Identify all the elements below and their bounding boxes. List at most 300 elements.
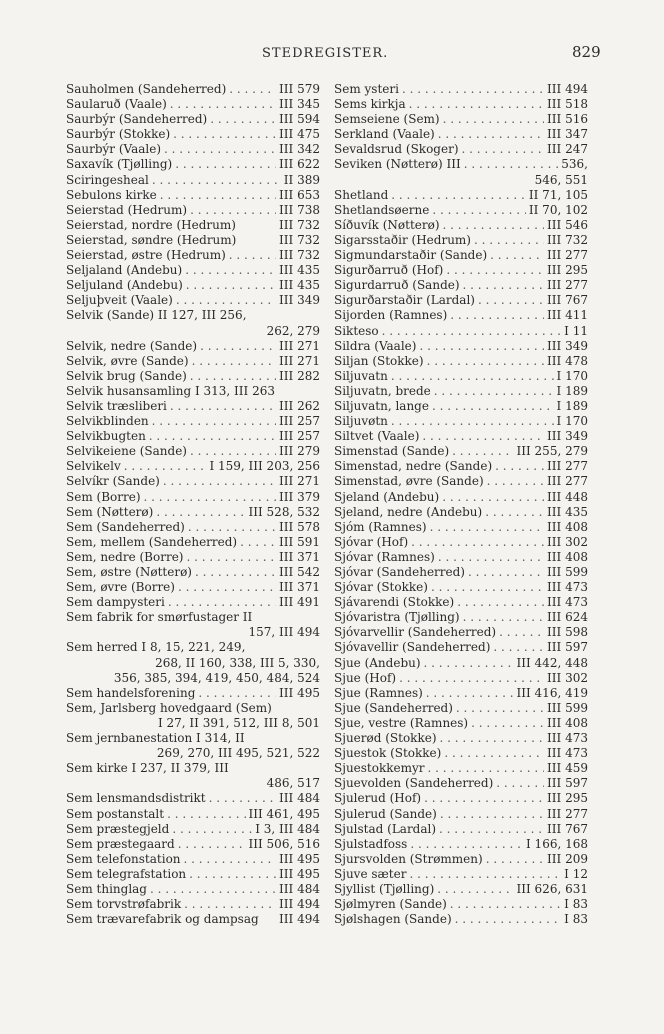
entry-reference: III 255, 279: [516, 444, 588, 459]
entry-reference: III 277: [547, 248, 588, 263]
entry-continuation: 262, 279: [266, 323, 320, 338]
entry-name: Selvíkr (Sande): [66, 474, 160, 489]
entry-reference: III 473: [547, 595, 588, 610]
dot-leader: [499, 625, 544, 640]
dot-leader: [167, 807, 245, 822]
dot-leader: [240, 535, 276, 550]
entry-name: Seljuþveit (Vaale): [66, 293, 173, 308]
entry-reference: I 83: [564, 912, 588, 927]
entry-name: Siljuvatn: [334, 368, 388, 383]
entry-name: Sjue (Hof): [334, 670, 397, 685]
entry-reference: III 411: [547, 308, 588, 323]
dot-leader: [150, 882, 276, 897]
entry-reference: I 159, III 203, 256: [209, 459, 320, 474]
dot-leader: [455, 912, 562, 927]
entry-continuation: 269, 270, III 495, 521, 522: [156, 746, 320, 761]
index-entry: [66, 384, 320, 399]
entry-name: Sebulons kirke: [66, 187, 157, 202]
entry-name: Sem torvstrøfabrik: [66, 897, 182, 912]
entry-name: Saurbýr (Sandeherred): [66, 112, 208, 127]
dot-leader: [195, 565, 276, 580]
index-entry: [334, 912, 588, 927]
entry-reference: III 371: [279, 580, 320, 595]
entry-reference: III 473: [547, 731, 588, 746]
entry-reference: III 767: [547, 293, 588, 308]
entry-reference: III 506, 516: [248, 836, 320, 851]
dot-leader: [156, 505, 245, 520]
entry-reference: III 491: [279, 595, 320, 610]
index-entry: [66, 807, 320, 822]
index-entry: [334, 671, 588, 686]
entry-reference: III 518: [547, 97, 588, 112]
index-entry: [334, 776, 588, 791]
index-entry: [66, 701, 320, 716]
entry-reference: III 475: [279, 127, 320, 142]
dot-leader: [152, 173, 281, 188]
dot-leader: [434, 384, 554, 399]
index-entry: [66, 293, 320, 308]
entry-reference: III 247: [547, 142, 588, 157]
index-entry: [66, 505, 320, 520]
index-entry: [334, 97, 588, 112]
entry-name: Sjuestok (Stokke): [334, 746, 442, 761]
dot-leader: [411, 535, 544, 550]
entry-reference: III 302: [547, 670, 588, 685]
index-entry: [66, 414, 320, 429]
dot-leader: [186, 550, 276, 565]
entry-name: Sem præstegaard: [66, 836, 175, 851]
entry-reference: III 349: [547, 338, 588, 353]
index-entry: [66, 822, 320, 837]
entry-name: Sigurðarstaðir (Lardal): [334, 293, 475, 308]
index-entry: [66, 112, 320, 127]
dot-leader: [184, 852, 277, 867]
index-entry: [334, 520, 588, 535]
dot-leader: [437, 882, 513, 897]
entry-reference: III 461, 495: [248, 806, 320, 821]
entry-name: Sem thinglag: [66, 881, 147, 896]
index-entry: [334, 686, 588, 701]
entry-name: Saurbýr (Vaale): [66, 142, 162, 157]
entry-name: Sjóvar (Ramnes): [334, 549, 435, 564]
entry-name: Selvik husansamling I 313, III 263: [66, 383, 275, 398]
index-entry: [66, 474, 320, 489]
entry-reference: III 622: [279, 157, 320, 172]
entry-name: Sjulstadfoss: [334, 836, 408, 851]
dot-leader: [422, 429, 544, 444]
entry-reference: III 473: [547, 580, 588, 595]
dot-leader: [485, 505, 544, 520]
entry-reference: 536,: [561, 157, 588, 172]
entry-name: Sijorden (Ramnes): [334, 308, 448, 323]
index-entry: [334, 640, 588, 655]
entry-reference: III 435: [547, 504, 588, 519]
entry-reference: III 271: [279, 338, 320, 353]
dot-leader: [144, 490, 277, 505]
index-entry: [334, 82, 588, 97]
index-entry: [334, 142, 588, 157]
index-entry: [66, 912, 320, 927]
index-entry: [66, 882, 320, 897]
index-entry: [334, 188, 588, 203]
entry-reference: III 495: [279, 851, 320, 866]
dot-leader: [192, 354, 276, 369]
entry-name: Sem herred I 8, 15, 221, 249,: [66, 640, 246, 655]
entry-name: Saularuð (Vaale): [66, 97, 167, 112]
entry-name: Seviken (Nøtterø) III: [334, 157, 461, 172]
entry-name: Sjulstad (Lardal): [334, 821, 437, 836]
entry-name: Sigarsstaðir (Hedrum): [334, 232, 471, 247]
entry-reference: III 459: [547, 761, 588, 776]
entry-name: Sem postanstalt: [66, 806, 165, 821]
entry-name: Sem fabrik for smørfustager II: [66, 610, 253, 625]
entry-name: Saxavík (Tjølling): [66, 157, 173, 172]
entry-name: Sem dampysteri: [66, 595, 165, 610]
dot-leader: [478, 293, 544, 308]
entry-name: Seierstad (Hedrum): [66, 202, 188, 217]
entry-name: Sem, Jarlsberg hovedgaard (Sem): [66, 700, 272, 715]
entry-reference: III 597: [547, 640, 588, 655]
entry-reference: III 626, 631: [516, 881, 588, 896]
entry-name: Siljuvatn, lange: [334, 398, 429, 413]
dot-leader: [391, 369, 554, 384]
entry-name: Sjue (Andebu): [334, 655, 421, 670]
index-entry: [334, 882, 588, 897]
entry-name: Sem præstegjeld: [66, 821, 170, 836]
index-entry: [334, 218, 588, 233]
entry-reference: III 516: [547, 112, 588, 127]
index-entry: [334, 822, 588, 837]
entry-name: Sigurðarruð (Hof): [334, 263, 444, 278]
entry-name: Sem telefonstation: [66, 851, 181, 866]
dot-leader: [442, 490, 544, 505]
entry-reference: I 189: [556, 383, 588, 398]
dot-leader: [496, 776, 544, 791]
entry-reference: III 767: [547, 821, 588, 836]
dot-leader: [124, 459, 207, 474]
entry-reference: III 277: [547, 278, 588, 293]
entry-reference: III 349: [279, 293, 320, 308]
index-entry: [66, 203, 320, 218]
index-entry: [334, 414, 588, 429]
dot-leader: [450, 897, 561, 912]
dot-leader: [450, 308, 544, 323]
entry-name: Serkland (Vaale): [334, 127, 435, 142]
dot-leader: [409, 97, 544, 112]
index-entry: [66, 127, 320, 142]
dot-leader: [463, 610, 544, 625]
index-entry: [334, 852, 588, 867]
entry-name: Sjóm (Ramnes): [334, 519, 427, 534]
index-entry: [66, 852, 320, 867]
entry-name: Sjulerud (Hof): [334, 791, 422, 806]
index-entry: [334, 656, 588, 671]
dot-leader: [440, 731, 545, 746]
index-entry: [66, 399, 320, 414]
index-entry: [66, 444, 320, 459]
entry-name: Sjóvaristra (Tjølling): [334, 610, 460, 625]
entry-reference: III 542: [279, 565, 320, 579]
entry-name: Sem trævarefabrik og dampsag: [66, 912, 259, 927]
entry-reference: III 257: [279, 429, 320, 444]
index-entry: [66, 867, 320, 882]
index-entry: [66, 791, 320, 806]
index-entry: [334, 399, 588, 414]
entry-reference: III 594: [279, 112, 320, 127]
entry-reference: III 408: [547, 715, 588, 730]
entry-reference: III 599: [547, 565, 588, 579]
entry-name: Sjuestokkemyr: [334, 761, 425, 776]
dot-leader: [424, 656, 514, 671]
entry-reference: III 342: [279, 142, 320, 157]
entry-name: Simenstad (Sande): [334, 444, 450, 459]
index-entry: [334, 595, 588, 610]
dot-leader: [399, 671, 544, 686]
entry-name: Selvikelv: [66, 459, 121, 474]
entry-name: Sjyllist (Tjølling): [334, 881, 435, 896]
index-entry: [334, 369, 588, 384]
dot-leader: [490, 248, 544, 263]
entry-name: Sem (Borre): [66, 489, 141, 504]
index-entry: [334, 248, 588, 263]
dot-leader: [446, 263, 544, 278]
entry-name: Sem lensmandsdistrikt: [66, 791, 206, 806]
entry-reference: III 347: [547, 127, 588, 142]
index-entry: [334, 550, 588, 565]
dot-leader: [430, 520, 544, 535]
entry-reference: III 597: [547, 776, 588, 791]
entry-name: Sjue (Ramnes): [334, 685, 423, 700]
dot-leader: [486, 852, 544, 867]
dot-leader: [431, 580, 544, 595]
entry-name: Sem ysteri: [334, 82, 399, 96]
index-entry: [66, 565, 320, 580]
dot-leader: [184, 897, 276, 912]
entry-reference: III 371: [279, 549, 320, 564]
entry-reference: III 302: [547, 534, 588, 549]
entry-reference: III 598: [547, 625, 588, 640]
dot-leader: [432, 399, 554, 414]
index-entry: [66, 459, 320, 474]
entry-name: Sjeland, nedre (Andebu): [334, 504, 483, 519]
entry-name: Selvikblinden: [66, 414, 149, 429]
index-entry: [334, 233, 588, 248]
entry-name: Sjølmyren (Sande): [334, 897, 447, 912]
entry-name: Sigmundarstaðir (Sande): [334, 248, 488, 263]
dot-leader: [495, 459, 544, 474]
index-entry: [66, 429, 320, 444]
index-entry: [334, 490, 588, 505]
entry-reference: III 732: [279, 217, 320, 232]
entry-reference: III 435: [279, 263, 320, 278]
entry-name: Selvikeiene (Sande): [66, 444, 187, 459]
entry-name: Sciringesheal: [66, 172, 149, 187]
entry-reference: II 70, 102: [528, 202, 588, 217]
entry-name: Selvik (Sande) II 127, III 256,: [66, 308, 247, 323]
entry-reference: III 528, 532: [248, 504, 320, 519]
index-entry: [66, 897, 320, 912]
index-entry: [334, 897, 588, 912]
index-entry: [334, 157, 588, 172]
entry-reference: III 448: [547, 489, 588, 504]
index-entry: [66, 490, 320, 505]
index-entry: [334, 203, 588, 218]
entry-continuation: 157, III 494: [248, 625, 320, 640]
index-entry: [66, 595, 320, 610]
page-title: STEDREGISTER.: [262, 46, 389, 61]
index-entry: [334, 263, 588, 278]
dot-leader: [198, 686, 276, 701]
entry-reference: III 599: [547, 700, 588, 715]
entry-name: Seljaland (Andebu): [66, 263, 183, 278]
dot-leader: [438, 550, 544, 565]
entry-name: Sildra (Vaale): [334, 338, 417, 353]
entry-name: Siljuvøtn: [334, 414, 388, 429]
dot-leader: [410, 837, 523, 852]
entry-name: Sem handelsforening: [66, 685, 196, 700]
entry-name: Sjóvar (Sandeherred): [334, 565, 465, 579]
index-entry: [334, 429, 588, 444]
index-entry: [66, 731, 320, 746]
entry-reference: III 408: [547, 519, 588, 534]
entry-name: Sem (Sandeherred): [66, 519, 185, 534]
index-entry: [334, 807, 588, 822]
index-entry: [334, 761, 588, 776]
dot-leader: [168, 595, 276, 610]
index-entry: [334, 278, 588, 293]
entry-reference: III 494: [279, 912, 320, 927]
dot-leader: [462, 142, 545, 157]
entry-reference: III 209: [547, 851, 588, 866]
entry-reference: III 494: [547, 82, 588, 96]
entry-reference: III 282: [279, 368, 320, 383]
dot-leader: [463, 278, 545, 293]
entry-reference: III 279: [279, 444, 320, 459]
entry-reference: III 495: [279, 866, 320, 881]
entry-name: Siltvet (Vaale): [334, 429, 420, 444]
entry-name: Síðuvík (Nøtterø): [334, 217, 440, 232]
index-entry: [334, 565, 588, 580]
entry-name: Sems kirkja: [334, 97, 406, 112]
entry-reference: III 442, 448: [516, 655, 588, 670]
index-entry: [334, 505, 588, 520]
index-entry: [66, 308, 320, 323]
entry-reference: I 11: [564, 323, 588, 338]
entry-name: Sjulerud (Sande): [334, 806, 437, 821]
dot-leader: [439, 822, 544, 837]
dot-leader: [170, 399, 276, 414]
entry-name: Sem telegrafstation: [66, 866, 187, 881]
dot-leader: [170, 97, 276, 112]
entry-name: Shetlandsøerne: [334, 202, 430, 217]
entry-reference: III 732: [279, 232, 320, 247]
index-entry: [66, 761, 320, 776]
entry-reference: III 624: [547, 610, 588, 625]
entry-reference: I 3, III 484: [255, 821, 320, 836]
dot-leader: [474, 233, 544, 248]
dot-leader: [190, 369, 276, 384]
index-entry: [334, 610, 588, 625]
index-entry: [334, 746, 588, 761]
entry-reference: III 345: [279, 97, 320, 112]
entry-continuation: 268, II 160, 338, III 5, 330,: [155, 655, 320, 670]
left-column: [66, 82, 320, 927]
dot-leader: [427, 354, 544, 369]
index-entry: [66, 82, 320, 97]
dot-leader: [391, 414, 554, 429]
entry-reference: III 578: [279, 519, 320, 534]
index-entry: [334, 716, 588, 731]
dot-leader: [424, 791, 544, 806]
index-entry: [334, 384, 588, 399]
index-entry: [66, 218, 320, 233]
dot-leader: [432, 203, 526, 218]
entry-reference: III 732: [279, 248, 320, 263]
index-entry: [66, 142, 320, 157]
entry-reference: III 408: [547, 549, 588, 564]
entry-reference: III 494: [279, 897, 320, 912]
entry-name: Sevaldsrud (Skoger): [334, 142, 459, 157]
index-entry: [334, 625, 588, 640]
entry-reference: III 416, 419: [516, 685, 588, 700]
entry-reference: III 732: [547, 232, 588, 247]
index-entry: [334, 112, 588, 127]
page-number: 829: [572, 43, 601, 61]
dot-leader: [493, 640, 544, 655]
index-entry: [334, 308, 588, 323]
index-entry: [66, 188, 320, 203]
entry-name: Sjóvarvellir (Sandeherred): [334, 625, 497, 640]
index-entry: [66, 173, 320, 188]
dot-leader: [468, 565, 544, 580]
dot-leader: [160, 188, 276, 203]
dot-leader: [444, 746, 544, 761]
dot-leader: [464, 157, 559, 172]
index-entry: [334, 701, 588, 716]
index-entry: [66, 520, 320, 535]
entry-name: Shetland: [334, 187, 389, 202]
dot-leader: [229, 248, 276, 263]
entry-name: Seierstad, østre (Hedrum): [66, 248, 226, 263]
entry-reference: III 295: [547, 791, 588, 806]
entry-name: Sjóvar (Hof): [334, 534, 409, 549]
entry-name: Saurbýr (Stokke): [66, 127, 171, 142]
entry-reference: III 591: [279, 534, 320, 549]
dot-leader: [452, 444, 513, 459]
entry-reference: III 271: [279, 353, 320, 368]
entry-name: Sem, mellem (Sandeherred): [66, 534, 238, 549]
dot-leader: [487, 474, 544, 489]
entry-name: Sjursvolden (Strømmen): [334, 851, 483, 866]
dot-leader: [152, 414, 276, 429]
index-entry: [334, 535, 588, 550]
entry-reference: III 435: [279, 278, 320, 293]
dot-leader: [438, 127, 544, 142]
entry-name: Simenstad, øvre (Sande): [334, 474, 484, 489]
index-entry: [66, 640, 320, 655]
index-entry: [334, 324, 588, 339]
entry-reference: I 12: [564, 866, 588, 881]
entry-reference: III 349: [547, 429, 588, 444]
dot-leader: [419, 339, 544, 354]
index-entry: [66, 97, 320, 112]
index-entry: [334, 293, 588, 308]
entry-continuation: 546, 551: [534, 172, 588, 187]
dot-leader: [176, 293, 276, 308]
dot-leader: [440, 807, 544, 822]
dot-leader: [188, 520, 276, 535]
dot-leader: [178, 580, 276, 595]
